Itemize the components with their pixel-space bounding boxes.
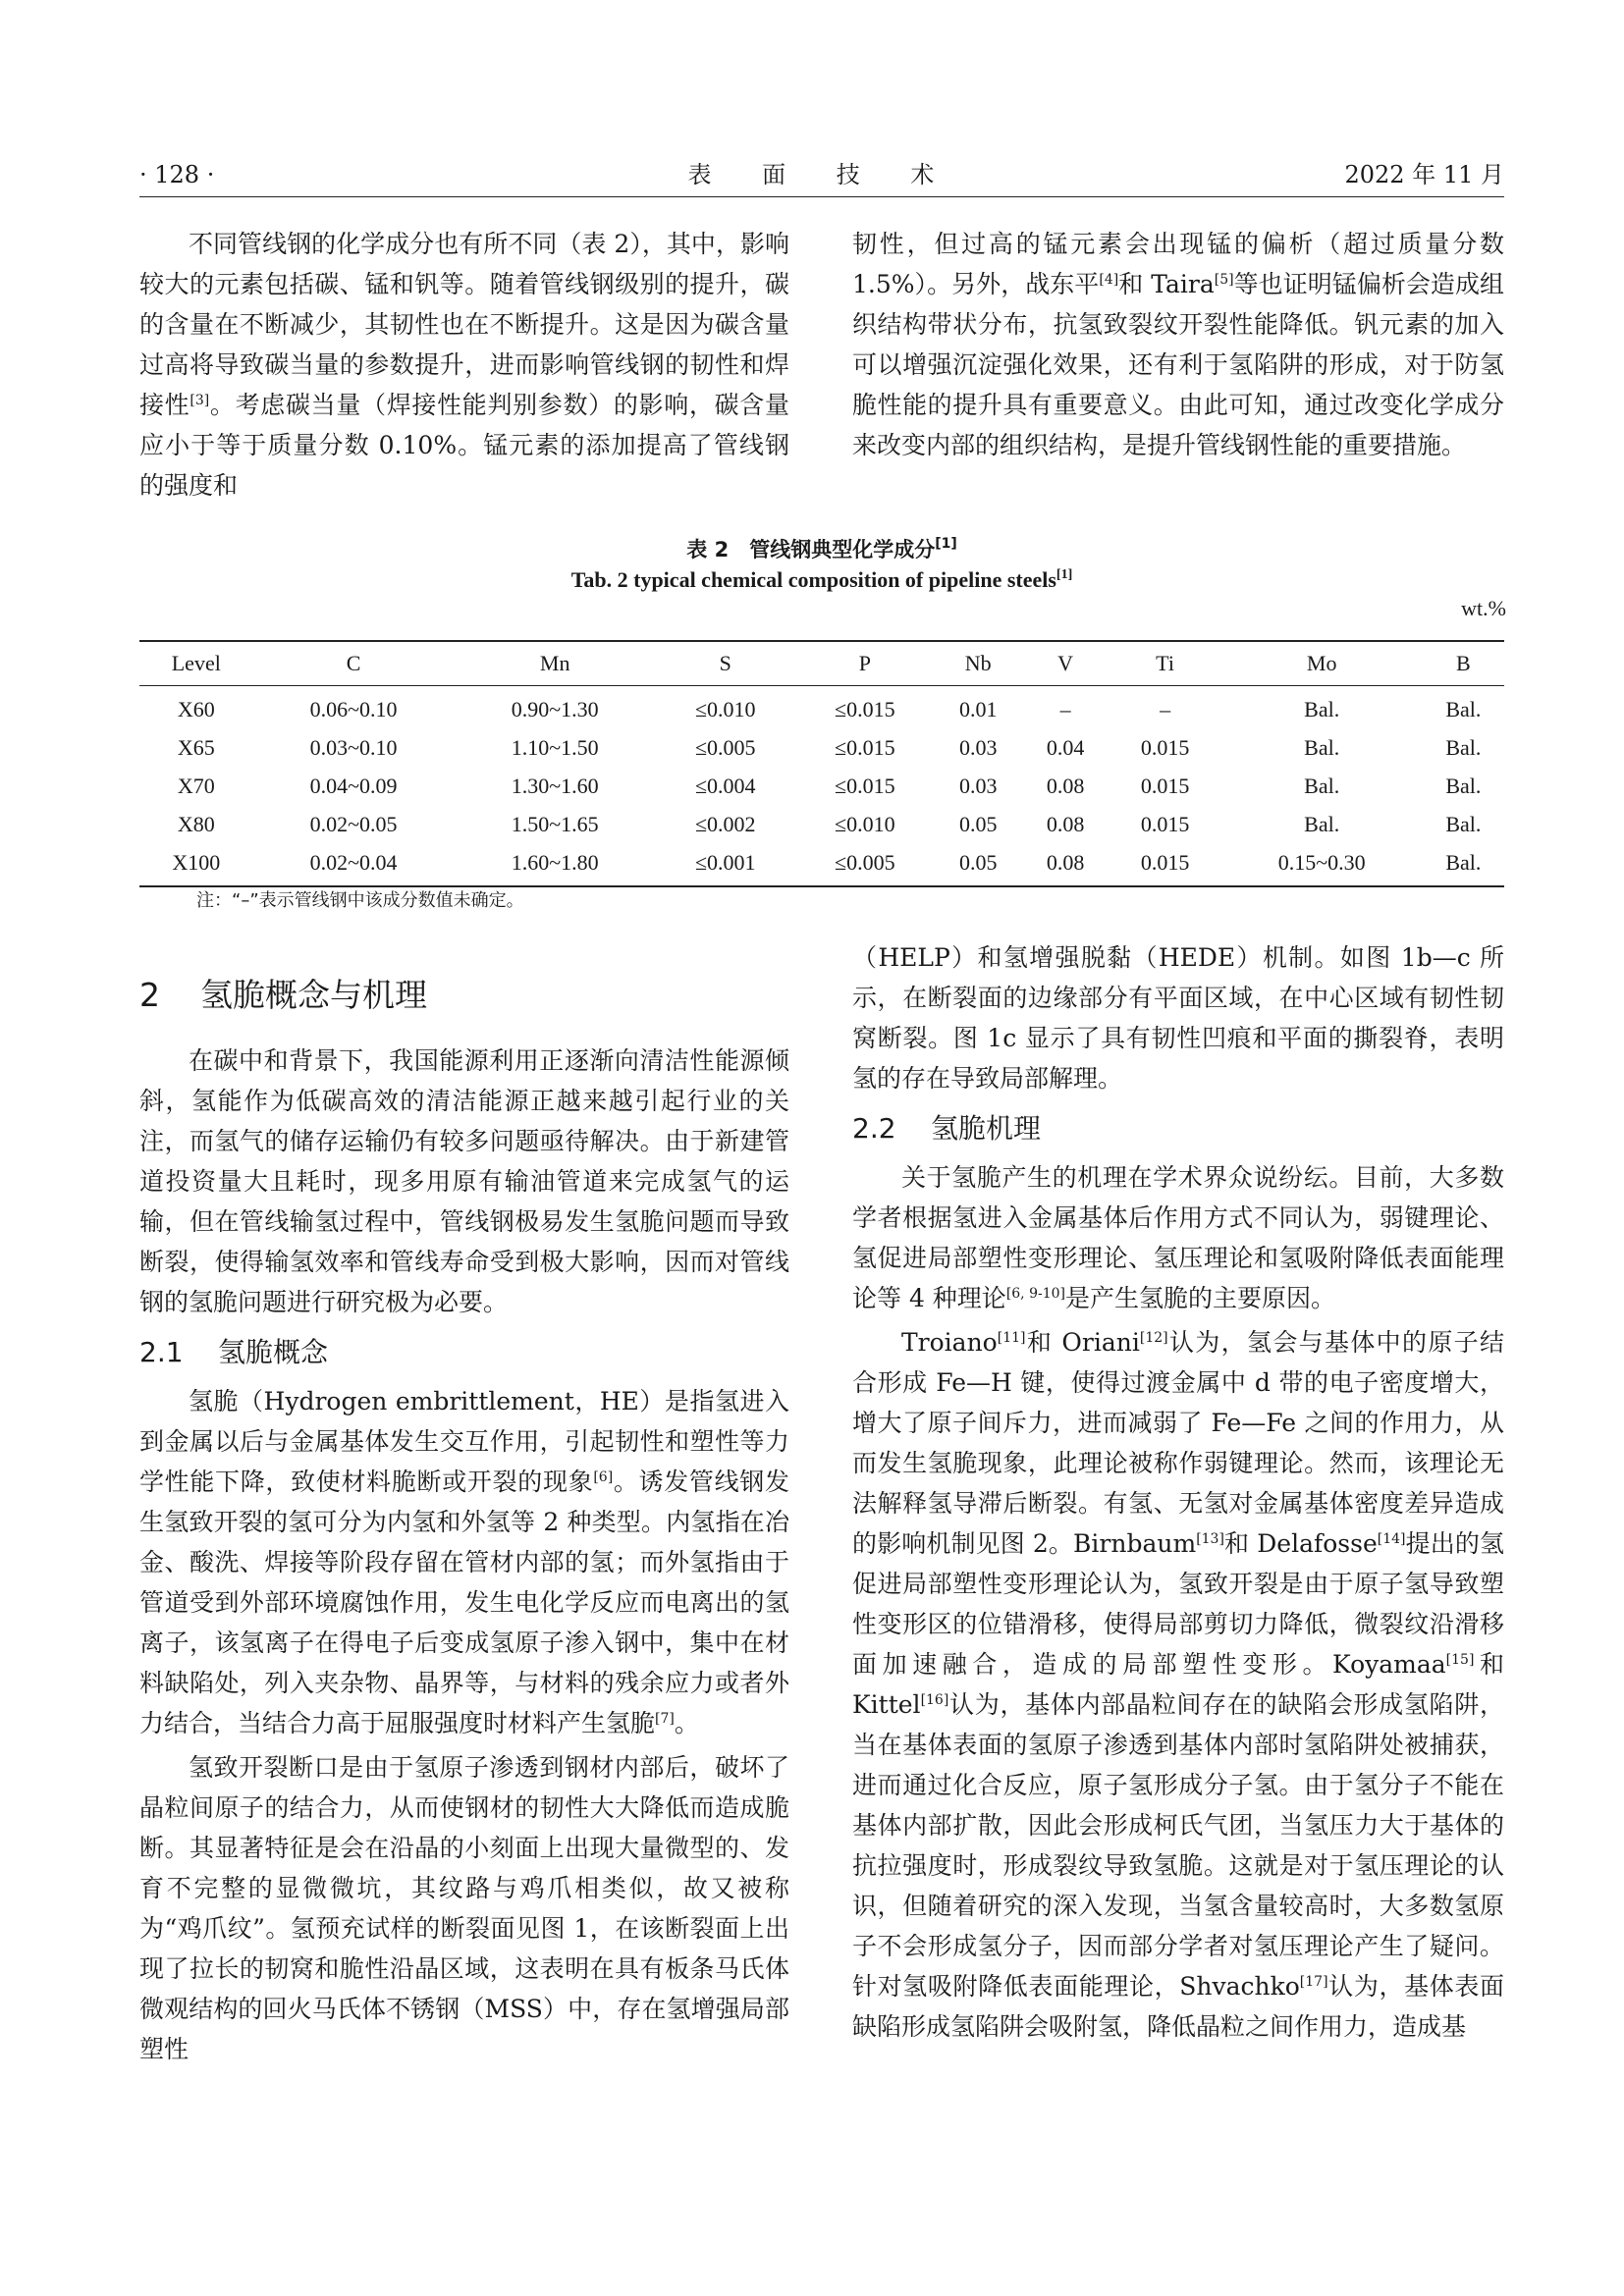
lower-right-column: [852, 937, 1504, 2047]
subsection-heading: 2.1 氢脆概念: [139, 1336, 329, 1368]
top-left-column: [139, 224, 789, 506]
table-cell: X60: [177, 696, 215, 721]
table-cell: –: [1059, 696, 1071, 721]
table-cell: 0.04: [1046, 734, 1085, 760]
table-cell: Bal.: [1304, 734, 1340, 760]
subsection-heading: 2.2 氢脆机理: [852, 1112, 1042, 1145]
table-cell: 0.08: [1046, 811, 1085, 836]
table-cell: 0.04~0.09: [309, 773, 398, 798]
col-header: S: [656, 641, 795, 686]
citation[interactable]: [14]: [1377, 1531, 1406, 1547]
citation[interactable]: [6, 9-10]: [1005, 1286, 1065, 1302]
table-cell: 0.08: [1046, 773, 1085, 798]
col-header: Level: [139, 641, 253, 686]
paragraph: Troiano[11]和 Oriani[12]认为，氢会与基体中的原子结合形成 Fe—H 键，使得过渡金属中 d 带的电子密度增大，增大了原子间斥力，进而减弱了 Fe—Fe 之间的作用力，从而发生氢脆现象，此理论被称作弱键理论。然而，该理论无法解释氢导滞后断裂。有氢、无氢对金属基体密度差异造成的影响机制见图 2。Birnbaum[13]和 Delafosse[14]提出的氢促进局部塑性变形理论认为，氢致开裂是由于原子氢导致塑性变形区的位错滑移，使得局部剪切力降低，微裂纹沿滑移面加速融合，造成的局部塑性变形。Koyamaa[15]和 Kittel[16]认为，基体内部晶粒间存在的缺陷会形成氢陷阱，当在基体表面的氢原子渗透到基体内部时氢陷阱处被捕获，进而通过化合反应，原子氢形成分子氢。由于氢分子不能在基体内部扩散，因此会形成柯氏气团，当氢压力大于基体的抗拉强度时，形成裂纹导致氢脆。这就是对于氢压理论的认识，但随着研究的深入发现，当氢含量较高时，大多数氢原子不会形成氢分子，因而部分学者对氢压理论产生了疑问。针对氢吸附降低表面能理论，Shvachko[17]认为，基体表面缺陷形成氢陷阱会吸附氢，降低晶粒之间作用力，造成基: [852, 1328, 1504, 2041]
table-cell: 0.90~1.30: [511, 696, 599, 721]
table-cell: ≤0.005: [694, 734, 756, 760]
table-cell: X100: [139, 843, 253, 886]
col-header: C: [253, 641, 455, 686]
table-row: [139, 686, 1504, 729]
table-row: [139, 843, 1504, 886]
citation[interactable]: [17]: [1299, 1974, 1328, 1990]
section-heading: 2 氢脆概念与机理: [139, 976, 427, 1014]
col-header: Mo: [1221, 641, 1423, 686]
running-header: [139, 157, 1504, 192]
paragraph: 关于氢脆产生的机理在学术界众说纷纭。目前，大多数学者根据氢进入金属基体后作用方式不同认为，弱键理论、氢促进局部塑性变形理论、氢压理论和氢吸附降低表面能理论等 4 种理论[6, 9-10]是产生氢脆的主要原因。: [852, 1163, 1504, 1312]
table-cell: Bal.: [1445, 811, 1482, 836]
paragraph: 不同管线钢的化学成分也有所不同（表 2），其中，影响较大的元素包括碳、锰和钒等。随着管线钢级别的提升，碳的含量在不断减少，其韧性也在不断提升。这是因为碳含量过高将导致碳当量的参数提升，进而影响管线钢的韧性和焊接性[3]。考虑碳当量（焊接性能判别参数）的影响，碳含量应小于等于质量分数 0.10%。锰元素的添加提高了管线钢的强度和: [139, 230, 789, 500]
paragraph: 氢致开裂断口是由于氢原子渗透到钢材内部后，破坏了晶粒间原子的结合力，从而使钢材的韧性大大降低而造成脆断。其显著特征是会在沿晶的小刻面上出现大量微型的、发育不完整的显微微坑，其纹路与鸡爪相类似，故又被称为“鸡爪纹”。氢预充试样的断裂面见图 1，在该断裂面上出现了拉长的韧窝和脆性沿晶区域，这表明在具有板条马氏体微观结构的回火马氏体不锈钢（MSS）中，存在氢增强局部塑性: [139, 1753, 789, 2063]
table-cell: 0.06~0.10: [309, 696, 398, 721]
table-cell: 0.15~0.30: [1221, 843, 1423, 886]
table-cell: ≤0.001: [656, 843, 795, 886]
citation[interactable]: [11]: [997, 1330, 1026, 1346]
table-cell: Bal.: [1304, 811, 1340, 836]
paragraph: 在碳中和背景下，我国能源利用正逐渐向清洁性能源倾斜，氢能作为低碳高效的清洁能源正越来越引起行业的关注，而氢气的储存运输仍有较多问题亟待解决。由于新建管道投资量大且耗时，现多用原有输油管道来完成氢气的运输，但在管线输氢过程中，管线钢极易发生氢脆问题而导致断裂，使得输氢效率和管线寿命受到极大影响，因而对管线钢的氢脆问题进行研究极为必要。: [139, 1046, 789, 1316]
table-cell: ≤0.005: [795, 843, 935, 886]
table-cell: 0.01: [959, 696, 998, 721]
paragraph: 韧性，但过高的锰元素会出现锰的偏析（超过质量分数 1.5%）。另外，战东平[4]和 Taira[5]等也证明锰偏析会造成组织结构带状分布，抗氢致裂纹开裂性能降低。钒元素的加入可以增强沉淀强化效果，还有利于氢陷阱的形成，对于防氢脆性能的提升具有重要意义。由此可知，通过改变化学成分来改变内部的组织结构，是提升管线钢性能的重要措施。: [852, 230, 1504, 459]
table-cell: X65: [177, 734, 215, 760]
col-header: B: [1423, 641, 1504, 686]
table-cell: ≤0.004: [694, 773, 756, 798]
table-cell: 0.015: [1140, 734, 1190, 760]
table-cell: X80: [177, 811, 215, 836]
table-cell: 0.015: [1109, 843, 1220, 886]
table-row: [139, 767, 1504, 805]
table-cell: X70: [177, 773, 215, 798]
citation[interactable]: [4]: [1099, 272, 1119, 288]
table-cell: –: [1160, 696, 1171, 721]
citation[interactable]: [6]: [593, 1469, 614, 1485]
table-row: [139, 805, 1504, 843]
table-caption-en: Tab. 2 typical chemical composition of pipeline steels[1]: [570, 567, 1073, 592]
table-cell: ≤0.015: [835, 773, 895, 798]
citation[interactable]: [3]: [189, 393, 210, 408]
table-cell: Bal.: [1445, 773, 1482, 798]
col-header: Nb: [935, 641, 1022, 686]
table-cell: Bal.: [1445, 696, 1482, 721]
issue-date: 2022 年 11 月: [1344, 161, 1504, 188]
table-cell: 0.015: [1140, 773, 1190, 798]
header-rule: [139, 196, 1504, 197]
paragraph: （HELP）和氢增强脱黏（HEDE）机制。如图 1b—c 所示，在断裂面的边缘部分有平面区域，在中心区域有韧性韧窝断裂。图 1c 显示了具有韧性凹痕和平面的撕裂脊，表明氢的存在导致局部解理。: [852, 943, 1504, 1093]
col-header: Ti: [1109, 641, 1220, 686]
table-cell: Bal.: [1304, 696, 1340, 721]
top-right-column: [852, 224, 1504, 465]
lower-left-column: [139, 1041, 789, 2069]
table-cell: 1.60~1.80: [455, 843, 656, 886]
table-caption-cn: 表 2 管线钢典型化学成分[1]: [686, 536, 957, 561]
journal-title: 表 面 技 术: [687, 161, 956, 188]
citation[interactable]: [7]: [655, 1711, 675, 1727]
table-cell: ≤0.010: [694, 696, 756, 721]
table-note: 注：“–”表示管线钢中该成分数值未确定。: [196, 890, 524, 911]
table-cell: 0.015: [1140, 811, 1190, 836]
table-cell: 1.30~1.60: [511, 773, 599, 798]
table-cell: 0.05: [959, 811, 998, 836]
table-cell: ≤0.015: [835, 696, 895, 721]
table-unit: wt.%: [1461, 596, 1506, 620]
table-header-row: [139, 641, 1504, 686]
col-header: P: [795, 641, 935, 686]
table-cell: Bal.: [1423, 843, 1504, 886]
table-cell: 1.50~1.65: [511, 811, 599, 836]
table-cell: ≤0.010: [835, 811, 895, 836]
citation[interactable]: [13]: [1196, 1531, 1224, 1547]
paragraph: 氢脆（Hydrogen embrittlement，HE）是指氢进入到金属以后与金属基体发生交互作用，引起韧性和塑性等力学性能下降，致使材料脆断或开裂的现象[6]。诱发管线钢发生氢致开裂的氢可分为内氢和外氢等 2 种类型。内氢指在冶金、酸洗、焊接等阶段存留在管材内部的氢；而外氢指由于管道受到外部环境腐蚀作用，发生电化学反应而电离出的氢离子，该氢离子在得电子后变成氢原子渗入钢中，集中在材料缺陷处，列入夹杂物、晶界等，与材料的残余应力或者外力结合，当结合力高于屈服强度时材料产生氢脆[7]。: [139, 1387, 789, 1737]
table-cell: ≤0.015: [835, 734, 895, 760]
table-cell: ≤0.002: [694, 811, 756, 836]
citation[interactable]: [12]: [1139, 1330, 1168, 1346]
table-cell: 0.08: [1022, 843, 1110, 886]
citation[interactable]: [16]: [920, 1692, 949, 1708]
table-cell: 1.10~1.50: [511, 734, 599, 760]
citation[interactable]: [5]: [1214, 272, 1234, 288]
table-cell: Bal.: [1445, 734, 1482, 760]
table-cell: 0.03~0.10: [309, 734, 398, 760]
table-row: [139, 728, 1504, 767]
table-cell: Bal.: [1304, 773, 1340, 798]
table-cell: 0.02~0.04: [253, 843, 455, 886]
page-number: · 128 ·: [139, 161, 215, 188]
citation[interactable]: [15]: [1445, 1652, 1475, 1668]
table-cell: 0.03: [959, 734, 998, 760]
table-cell: 0.02~0.05: [309, 811, 398, 836]
composition-table: [139, 640, 1504, 887]
table-cell: 0.03: [959, 773, 998, 798]
col-header: V: [1022, 641, 1110, 686]
col-header: Mn: [455, 641, 656, 686]
table-cell: 0.05: [935, 843, 1022, 886]
